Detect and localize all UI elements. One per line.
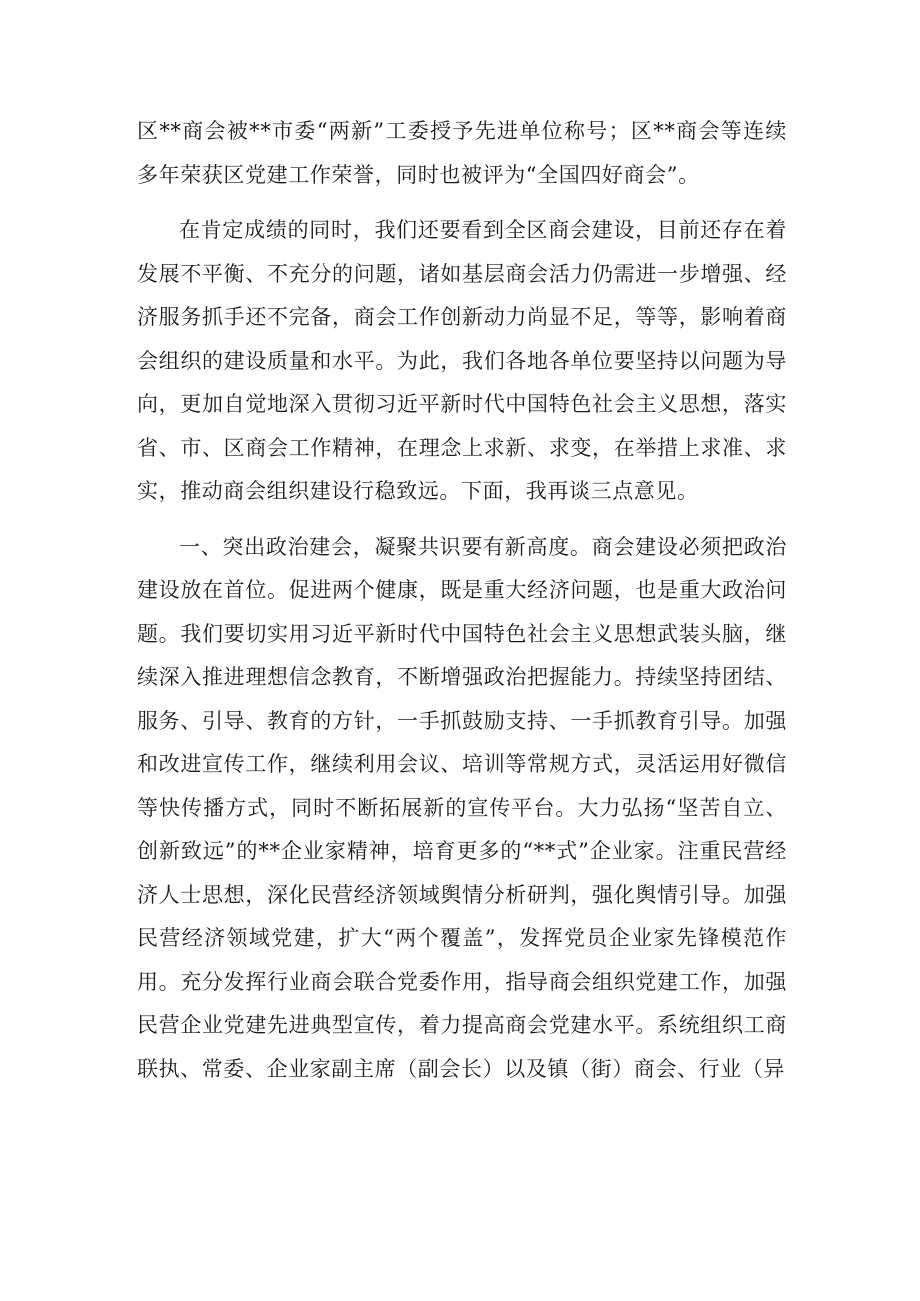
document-body <box>137 110 787 1103</box>
paragraph-1: 区**商会被**市委“两新”工委授予先进单位称号；区**商会等连续多年荣获区党建工作荣誉，同时也被评为“全国四好商会”。 <box>137 119 787 187</box>
paragraph-2: 在肯定成绩的同时，我们还要看到全区商会建设，目前还存在着发展不平衡、不充分的问题，诸如基层商会活力仍需进一步增强、经济服务抓手还不完备，商会工作创新动力尚显不足，等等，影响着商会组织的建设质量和水平。为此，我们各地各单位要坚持以问题为导向，更加自觉地深入贯彻习近平新时代中国特色社会主义思想，落实省、市、区商会工作精神，在理念上求新、求变，在举措上求准、求实，推动商会组织建设行稳致远。下面，我再谈三点意见。 <box>137 218 787 503</box>
paragraph-3: 一、突出政治建会，凝聚共识要有新高度。商会建设必须把政治建设放在首位。促进两个健康，既是重大经济问题，也是重大政治问题。我们要切实用习近平新时代中国特色社会主义思想武装头脑，继续深入推进理想信念教育，不断增强政治把握能力。持续坚持团结、服务、引导、教育的方针，一手抓鼓励支持、一手抓教育引导。加强和改进宣传工作，继续利用会议、培训等常规方式，灵活运用好微信等快传播方式，同时不断拓展新的宣传平台。大力弘扬“坚苦自立、创新致远”的**企业家精神，培育更多的“**式”企业家。注重民营经济人士思想，深化民营经济领域舆情分析研判，强化舆情引导。加强民营经济领域党建，扩大“两个覆盖”，发挥党员企业家先锋模范作用。充分发挥行业商会联合党委作用，指导商会组织党建工作，加强民营企业党建先进典型宣传，着力提高商会党建水平。系统组织工商联执、常委、企业家副主席（副会长）以及镇（街）商会、行业（异 <box>137 534 787 1081</box>
